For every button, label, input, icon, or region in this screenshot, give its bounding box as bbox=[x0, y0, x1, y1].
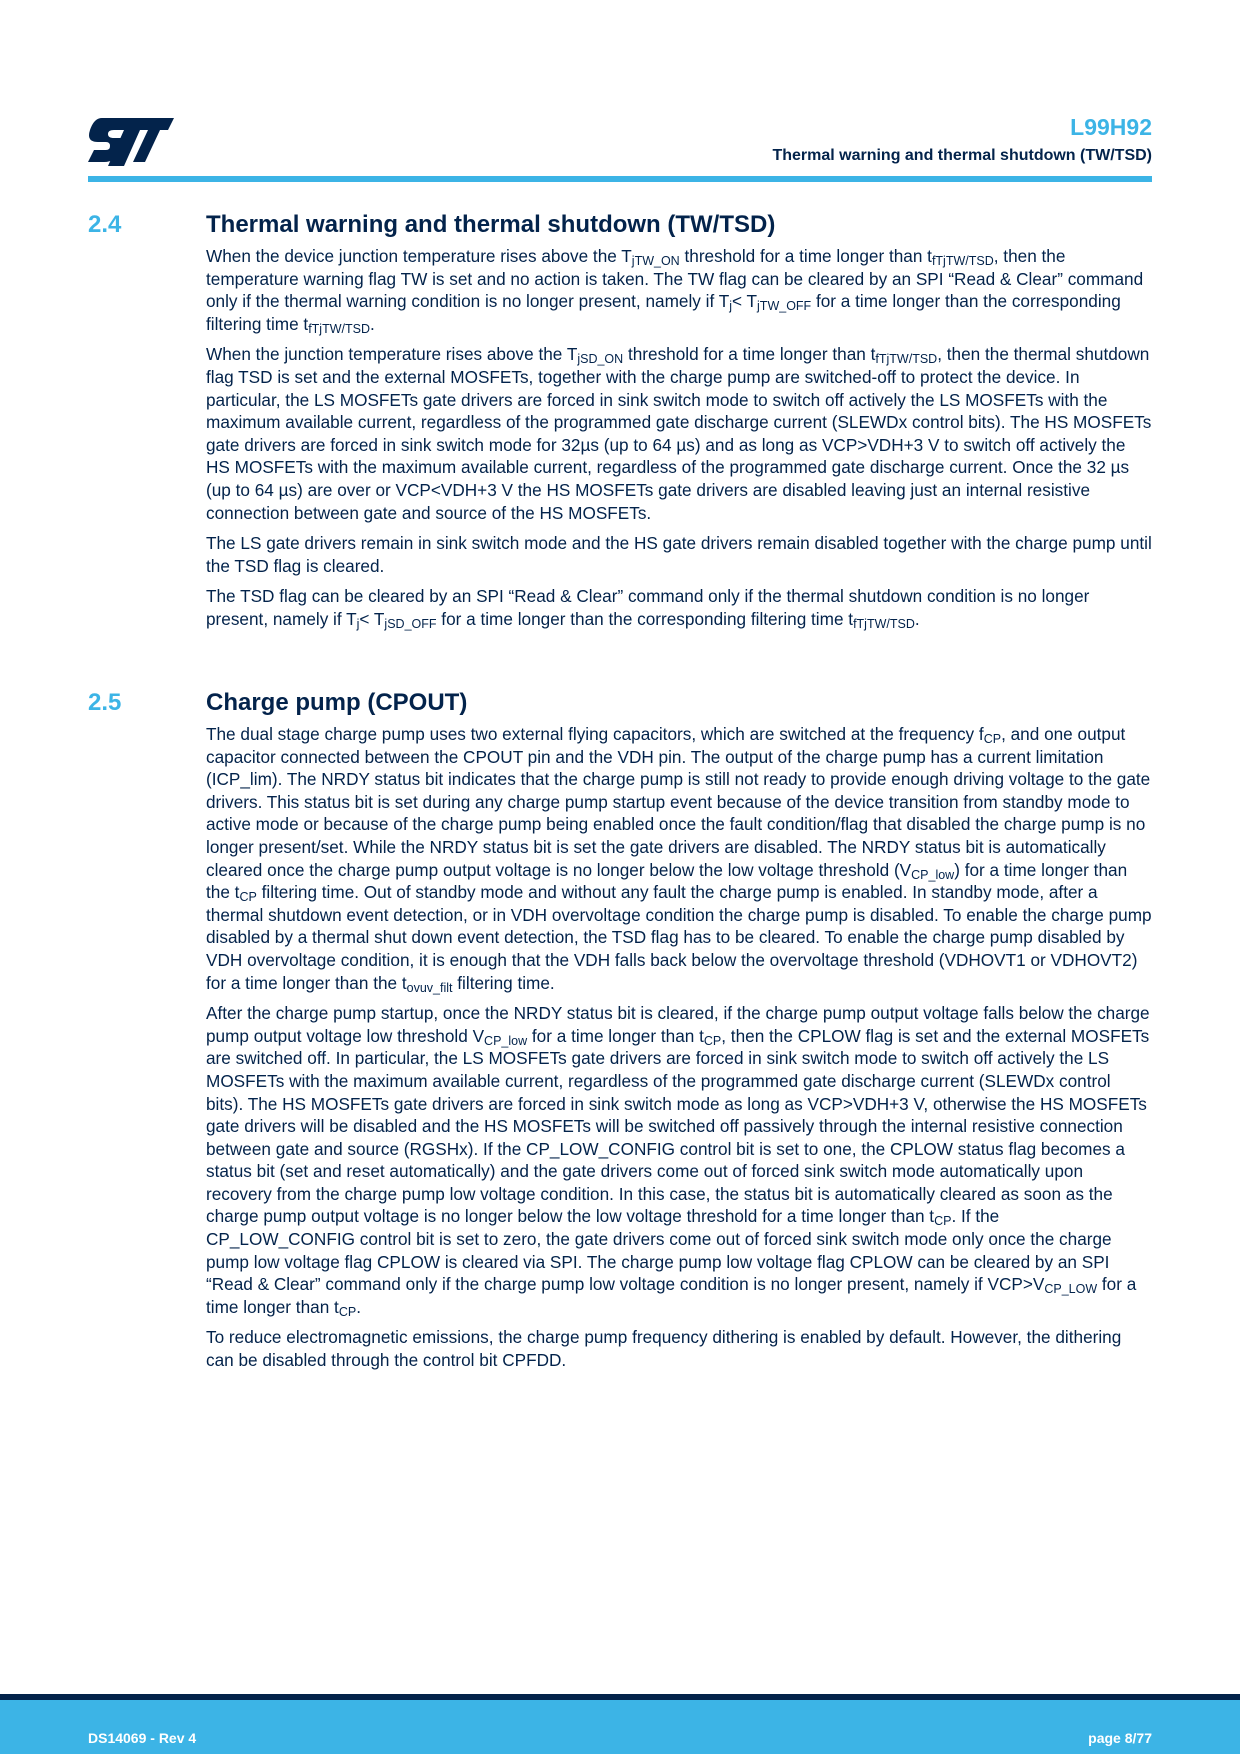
section-title: Thermal warning and thermal shutdown (TW/TSD) bbox=[206, 211, 776, 238]
text-run: When the junction temperature rises above the T bbox=[206, 344, 578, 365]
footer-page-number: page 8/77 bbox=[1088, 1730, 1152, 1746]
text-run: After the charge pump startup, once the NRDY status bit is cleared, if the charge pump output voltage falls below the charge pump output voltage low threshold V bbox=[206, 1003, 1150, 1046]
subscript: jSD_ON bbox=[577, 352, 624, 367]
text-run: . bbox=[356, 1296, 361, 1317]
text-run: for a time longer than the corresponding filtering time t bbox=[436, 608, 854, 629]
subscript: CP bbox=[934, 1214, 952, 1229]
text-run: < T bbox=[732, 291, 758, 312]
subscript: jTW_OFF bbox=[757, 299, 812, 314]
text-run: . bbox=[370, 313, 375, 334]
text-run: threshold for a time longer than t bbox=[623, 344, 876, 365]
paragraph bbox=[206, 245, 1152, 335]
subscript: CP_low bbox=[484, 1033, 528, 1048]
text-run: < T bbox=[359, 608, 385, 629]
text-run: The TSD flag can be cleared by an SPI “Read & Clear” command only if the thermal shutdown condition is no longer present, namely if T bbox=[206, 586, 1090, 629]
subscript: fTjTW/TSD bbox=[853, 616, 915, 631]
text-run: . bbox=[914, 608, 920, 629]
subscript: CP bbox=[983, 732, 1002, 746]
text-run: ) for a time longer than the t bbox=[206, 859, 1128, 903]
text-run: The dual stage charge pump uses two external flying capacitors, which are switched at the frequency f bbox=[206, 724, 984, 744]
text-run: threshold for a time longer than t bbox=[679, 246, 932, 266]
subscript: ovuv_filt bbox=[406, 980, 453, 995]
subscript: CP_LOW bbox=[1044, 1282, 1098, 1297]
section-number: 2.5 bbox=[88, 689, 122, 716]
footer-document-id: DS14069 - Rev 4 bbox=[88, 1730, 197, 1746]
paragraph bbox=[206, 723, 1152, 994]
text-run: , and one output capacitor connected between the CPOUT pin and the VDH pin. The output of the charge pump has a current limitation (ICP_lim). The NRDY status bit indicates that the charge pump is still not ready to provide enough driving voltage to the gate drivers. This status bit is set during any charge pump startup event because of the device transition from standby mode to active mode or because of the charge pump being enabled once the fault condition/flag that disabled the charge pump is no longer present/set. While the NRDY status bit is set the gate drivers are disabled. The NRDY status bit is automatically cleared once the charge pump output voltage is no longer below the low voltage threshold (V bbox=[206, 724, 1151, 880]
subscript: fTjTW/TSD bbox=[875, 352, 938, 367]
subscript: CP bbox=[703, 1033, 722, 1048]
header-subtitle: Thermal warning and thermal shutdown (TW/TSD) bbox=[772, 147, 1152, 164]
subscript: j bbox=[356, 616, 360, 631]
text-run: . If the CP_LOW_CONFIG control bit is set to zero, the gate drivers come out of forced sink switch mode only once the charge pump low voltage flag CPLOW is cleared via SPI. The charge pump low voltage flag CPLOW can be cleared by an SPI “Read & Clear” command only if the charge pump low voltage condition is no longer present, namely if VCP>V bbox=[206, 1206, 1112, 1295]
section-2-5 bbox=[88, 689, 1152, 1380]
section-title: Charge pump (CPOUT) bbox=[206, 689, 468, 716]
paragraph bbox=[206, 1002, 1152, 1318]
text-run: The LS gate drivers remain in sink switch mode and the HS gate drivers remain disabled together with the charge pump until the TSD flag is cleared. bbox=[206, 533, 1152, 576]
text-run: When the device junction temperature rises above the T bbox=[206, 246, 632, 266]
header-divider bbox=[88, 176, 1152, 182]
text-run: To reduce electromagnetic emissions, the charge pump frequency dithering is enabled by default. However, the dithering can be disabled through the control bit CPFDD. bbox=[206, 1327, 1122, 1371]
text-run: for a time longer than t bbox=[206, 1274, 1137, 1317]
header-product-name: L99H92 bbox=[1070, 114, 1152, 140]
section-2-4 bbox=[88, 211, 1152, 639]
text-run: filtering time. bbox=[452, 972, 555, 993]
subscript: CP_low bbox=[911, 867, 955, 882]
text-run: for a time longer than the corresponding filtering time t bbox=[206, 291, 1121, 334]
paragraph bbox=[206, 343, 1152, 524]
paragraph bbox=[206, 532, 1152, 577]
subscript: jTW_ON bbox=[631, 254, 680, 268]
text-run: , then the CPLOW flag is set and the external MOSFETs are switched off. In particular, the LS MOSFETs gate drivers are forced in sink switch mode to switch off actively the LS MOSFETs with the maximum available current, regardless of the programmed gate discharge current (SLEWDx control bits). The HS MOSFETs gate drivers are forced in sink switch mode as long as VCP>VDH+3 V, otherwise the HS MOSFETs gate drivers will be disabled and the HS MOSFETs will be switched off passively through the internal resistive connection between gate and source (RGSHx). If the CP_LOW_CONFIG control bit is set to one, the CPLOW status flag becomes a status bit (set and reset automatically) and the gate drivers come out of forced sink switch mode automatically upon recovery from the charge pump low voltage condition. In this case, the status bit is automatically cleared as soon as the charge pump output voltage is no longer below the low voltage threshold for a time longer than t bbox=[206, 1025, 1150, 1227]
paragraph bbox=[206, 585, 1152, 630]
subscript: j bbox=[729, 299, 733, 314]
st-logo bbox=[88, 118, 174, 166]
text-run: for a time longer than t bbox=[527, 1025, 704, 1046]
paragraph bbox=[206, 1326, 1152, 1371]
text-run: filtering time. Out of standby mode and without any fault the charge pump is enabled. In standby mode, after a thermal shutdown event detection, or in VDH overvoltage condition the charge pump is disabled. To enable the charge pump disabled by a thermal shut down event detection, the TSD flag has to be cleared. To enable the charge pump disabled by VDH overvoltage condition, it is enough that the VDH falls back below the overvoltage threshold (VDHOVT1 or VDHOVT2) for a time longer than the t bbox=[206, 882, 1152, 993]
section-number: 2.4 bbox=[88, 211, 122, 238]
subscript: CP bbox=[239, 890, 257, 905]
subscript: fTjTW/TSD bbox=[931, 254, 994, 268]
subscript: fTjTW/TSD bbox=[308, 321, 370, 336]
text-run: , then the temperature warning flag TW is set and no action is taken. The TW flag can be cleared by an SPI “Read & Clear” command only if the thermal warning condition is no longer present, namely if T bbox=[206, 246, 1144, 312]
text-run: , then the thermal shutdown flag TSD is set and the external MOSFETs, together with the charge pump are switched-off to protect the device. In particular, the LS MOSFETs gate drivers are forced in sink switch mode to switch off actively the LS MOSFETs with the maximum available current, regardless of the programmed gate discharge current (SLEWDx control bits). The HS MOSFETs gate drivers are forced in sink switch mode for 32µs (up to 64 µs) and as long as VCP>VDH+3 V to switch off actively the HS MOSFETs with the maximum available current, regardless of the programmed gate discharge current. Once the 32 µs (up to 64 µs) are over or VCP<VDH+3 V the HS MOSFETs gate drivers are disabled leaving just an internal resistive connection between gate and source of the HS MOSFETs. bbox=[206, 344, 1152, 523]
subscript: jSD_OFF bbox=[384, 616, 437, 631]
subscript: CP bbox=[338, 1304, 357, 1319]
